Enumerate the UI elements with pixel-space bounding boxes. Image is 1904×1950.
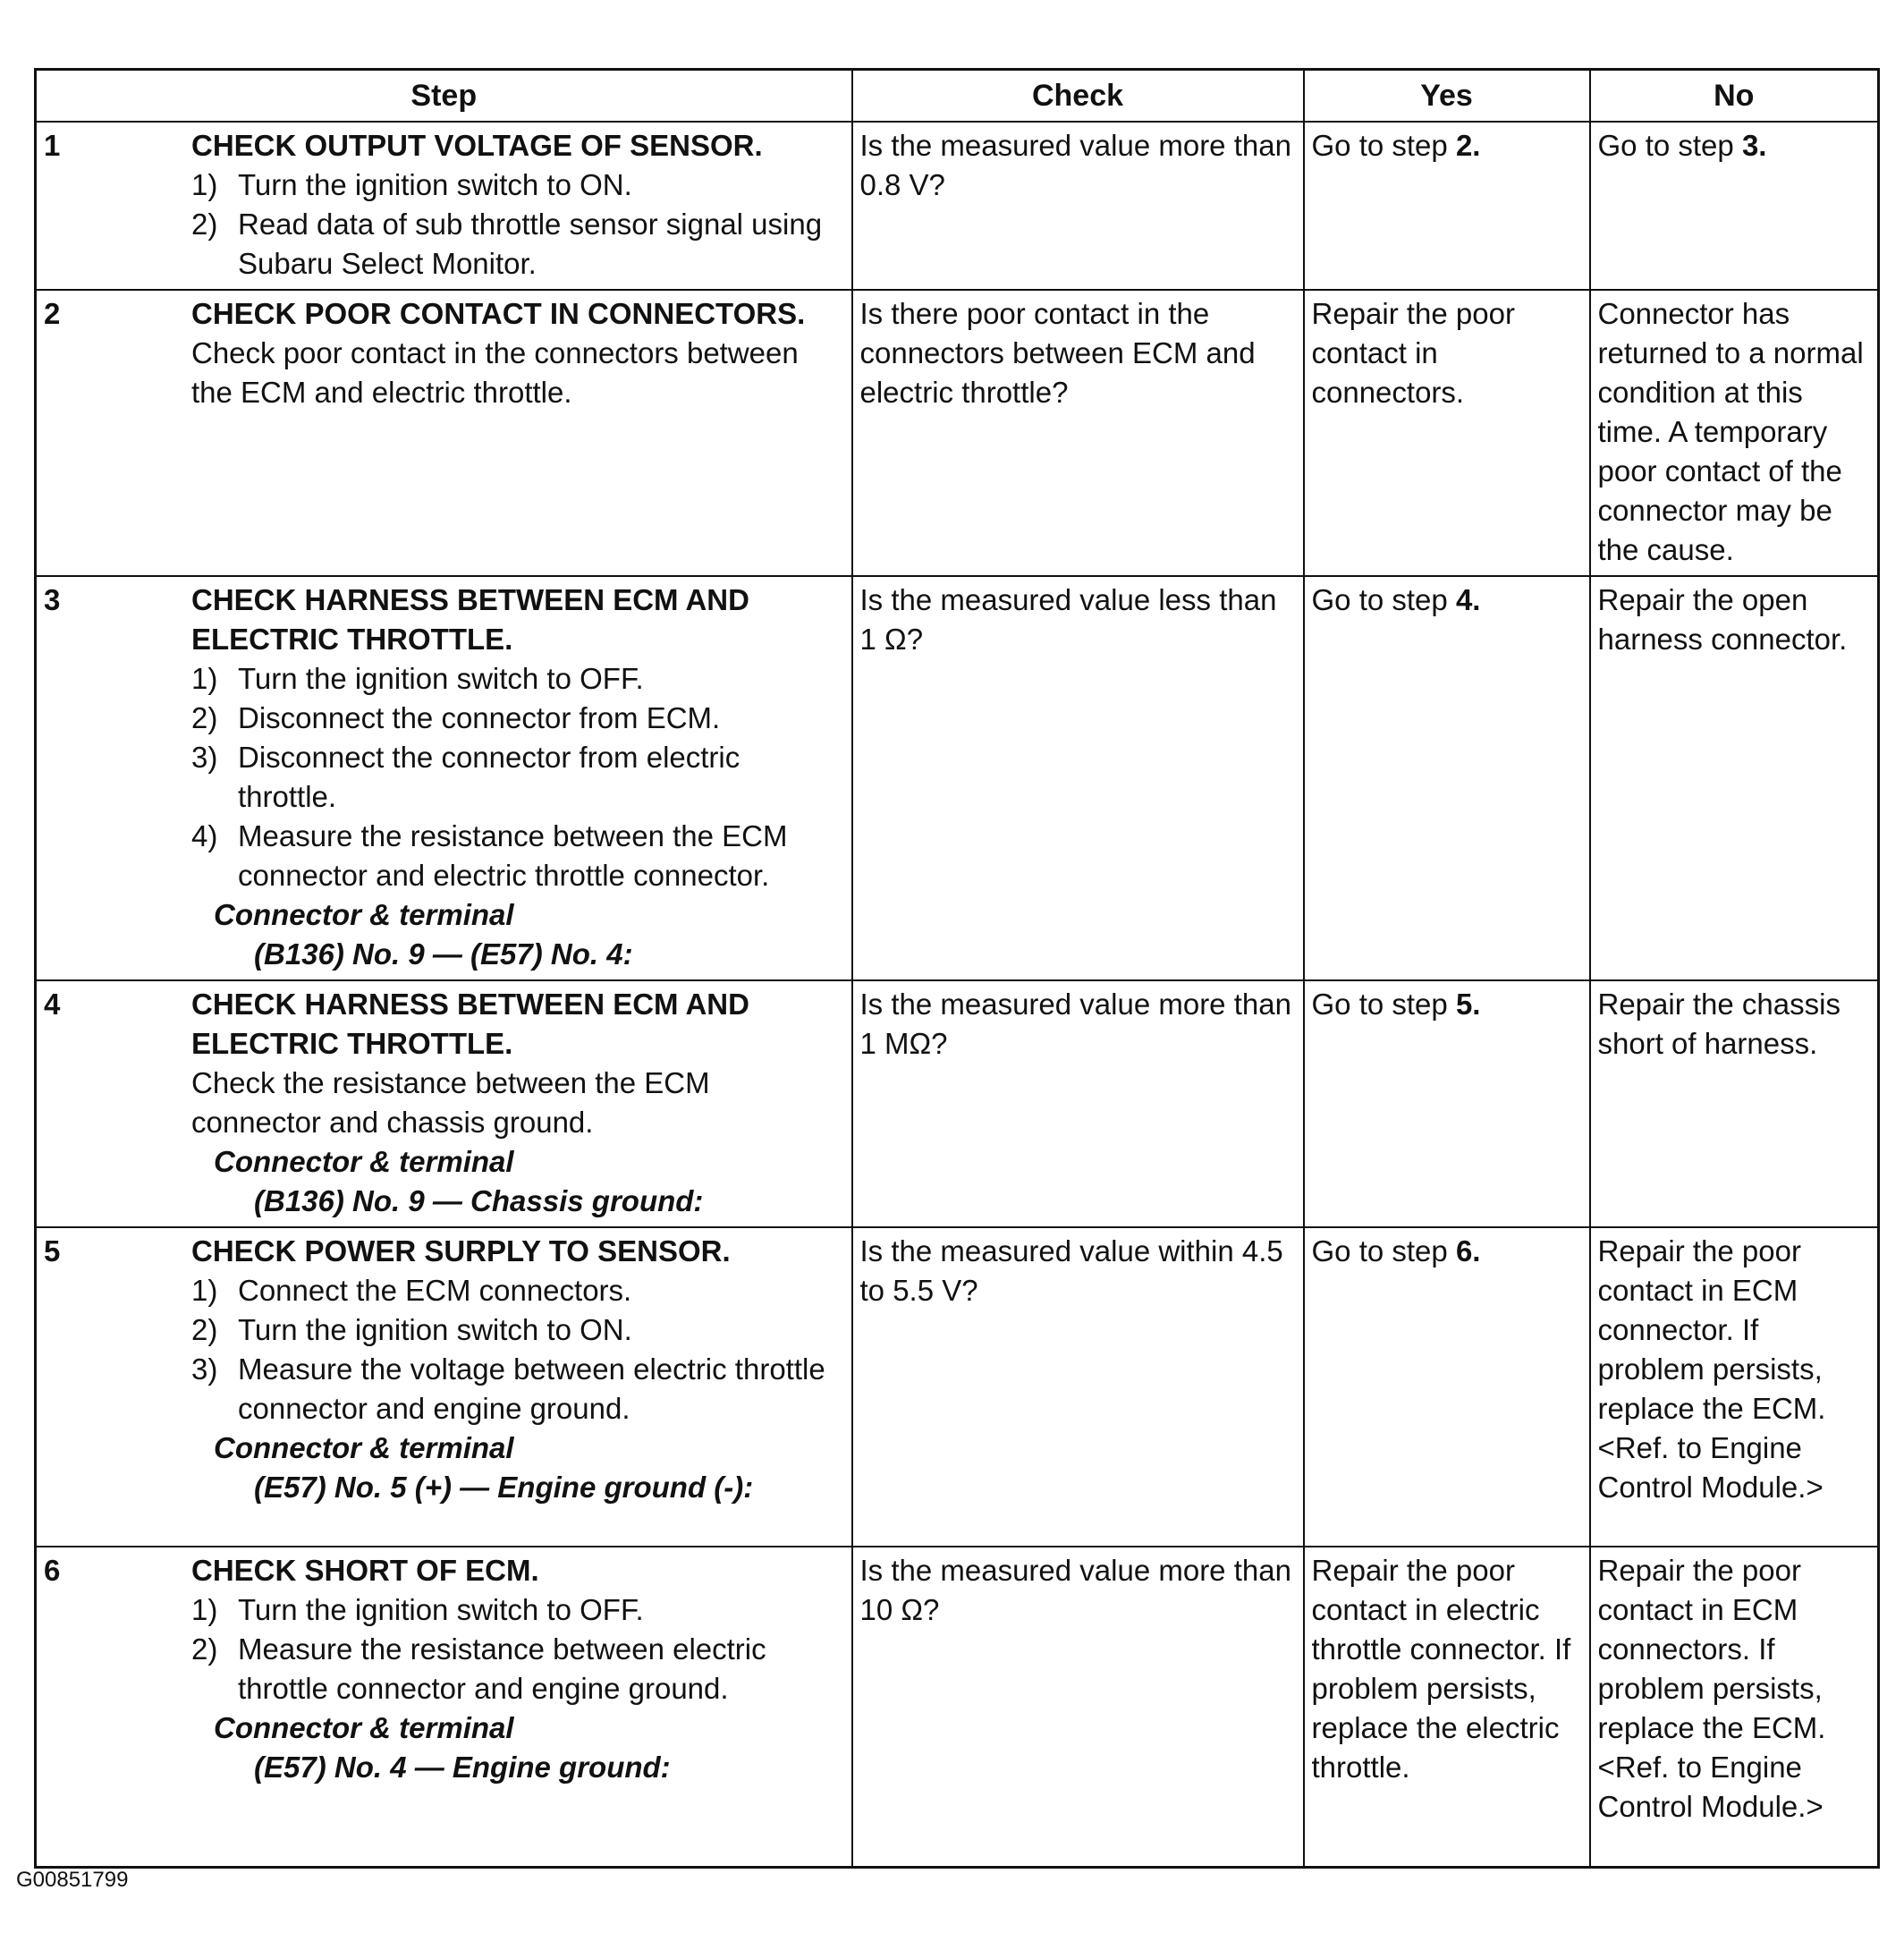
substep	[191, 699, 844, 738]
step-title: CHECK POOR CONTACT IN CONNECTORS.	[191, 297, 806, 330]
yes-text: Go to step	[1311, 583, 1456, 616]
substep	[191, 738, 844, 817]
step-cell	[36, 1547, 852, 1867]
step-number: 3	[44, 583, 61, 616]
yes-cell	[1304, 576, 1590, 980]
no-text: Connector has returned to a normal condition at this time. A temporary poor contact of the connector may be the cause.	[1597, 297, 1864, 566]
substep-number: 3)	[191, 1352, 218, 1386]
no-cell	[1590, 1547, 1879, 1867]
no-text: Repair the poor contact in ECM connector. If problem persists, replace the ECM. <Ref. to Engine Control Module.>	[1597, 1234, 1826, 1504]
yes-cell	[1304, 1227, 1590, 1547]
substep	[191, 817, 844, 895]
yes-text: Go to step	[1311, 988, 1456, 1021]
step-number: 5	[44, 1234, 61, 1268]
header-yes: Yes	[1304, 70, 1590, 123]
substep-number: 1)	[191, 662, 218, 695]
header-step: Step	[36, 70, 852, 123]
no-text: Go to step	[1597, 129, 1742, 162]
table-row	[36, 290, 1879, 576]
substep-text: Turn the ignition switch to ON.	[238, 168, 632, 201]
substep	[191, 205, 844, 284]
substep-text: Connect the ECM connectors.	[238, 1274, 632, 1307]
connector-label: Connector & terminal	[214, 1145, 514, 1178]
substep	[191, 1590, 844, 1630]
header-check: Check	[852, 70, 1304, 123]
step-cell	[36, 290, 852, 576]
substep	[191, 1350, 844, 1429]
step-cell	[36, 122, 852, 290]
substep-text: Disconnect the connector from electric throttle.	[238, 741, 740, 813]
substep-number: 1)	[191, 1274, 218, 1307]
no-cell	[1590, 576, 1879, 980]
substep-number: 2)	[191, 701, 218, 734]
substep	[191, 1271, 844, 1310]
no-cell	[1590, 980, 1879, 1227]
step-cell	[36, 576, 852, 980]
substep-text: Measure the resistance between electric throttle connector and engine ground.	[238, 1632, 766, 1705]
substep-text: Turn the ignition switch to OFF.	[238, 1593, 644, 1626]
step-title: CHECK OUTPUT VOLTAGE OF SENSOR.	[191, 129, 763, 162]
yes-cell	[1304, 1547, 1590, 1867]
check-cell: Is the measured value more than 1 MΩ?	[852, 980, 1304, 1227]
no-step-number: 3.	[1741, 129, 1767, 162]
step-description: Check the resistance between the ECM connector and chassis ground.	[191, 1066, 710, 1139]
no-cell	[1590, 1227, 1879, 1547]
substep-text: Disconnect the connector from ECM.	[238, 701, 721, 734]
substep	[191, 1310, 844, 1350]
substep	[191, 1630, 844, 1708]
no-text: Repair the open harness connector.	[1597, 583, 1848, 656]
connector-label: Connector & terminal	[214, 1431, 514, 1464]
step-number: 1	[44, 129, 61, 162]
substep-number: 2)	[191, 1313, 218, 1346]
check-cell: Is there poor contact in the connectors between ECM and electric throttle?	[852, 290, 1304, 576]
step-number: 2	[44, 297, 61, 330]
connector-terminal: (B136) No. 9 — Chassis ground:	[254, 1184, 704, 1217]
connector-terminal: (B136) No. 9 — (E57) No. 4:	[254, 937, 633, 971]
substep-text: Turn the ignition switch to OFF.	[238, 662, 644, 695]
header-row	[36, 70, 1879, 123]
table-row	[36, 1547, 1879, 1867]
no-text: Repair the poor contact in ECM connectors. If problem persists, replace the ECM. <Ref. to Engine Control Module.>	[1597, 1554, 1826, 1823]
header-no: No	[1590, 70, 1879, 123]
step-description: Check poor contact in the connectors between the ECM and electric throttle.	[191, 336, 799, 409]
diagnostic-table	[34, 68, 1880, 1869]
substep-number: 3)	[191, 741, 218, 774]
substep-text: Measure the voltage between electric throttle connector and engine ground.	[238, 1352, 825, 1425]
figure-id: G00851799	[16, 1868, 129, 1892]
substep-number: 2)	[191, 1632, 218, 1666]
substep-number: 1)	[191, 168, 218, 201]
substep-text: Measure the resistance between the ECM connector and electric throttle connector.	[238, 819, 788, 892]
check-cell: Is the measured value within 4.5 to 5.5 V?	[852, 1227, 1304, 1547]
table-body	[36, 122, 1879, 1867]
yes-cell	[1304, 290, 1590, 576]
step-title: CHECK POWER SURPLY TO SENSOR.	[191, 1234, 731, 1268]
connector-terminal: (E57) No. 4 — Engine ground:	[254, 1751, 671, 1784]
connector-terminal: (E57) No. 5 (+) — Engine ground (-):	[254, 1471, 754, 1504]
table-row	[36, 1227, 1879, 1547]
step-title: CHECK SHORT OF ECM.	[191, 1554, 539, 1587]
connector-label: Connector & terminal	[214, 898, 514, 931]
substep-number: 2)	[191, 208, 218, 241]
no-cell	[1590, 122, 1879, 290]
check-cell: Is the measured value more than 10 Ω?	[852, 1547, 1304, 1867]
step-number: 6	[44, 1554, 61, 1587]
no-cell	[1590, 290, 1879, 576]
substep-text: Turn the ignition switch to ON.	[238, 1313, 632, 1346]
substep-text: Read data of sub throttle sensor signal using Subaru Select Monitor.	[238, 208, 823, 280]
step-cell	[36, 980, 852, 1227]
check-cell: Is the measured value less than 1 Ω?	[852, 576, 1304, 980]
yes-step-number: 2.	[1455, 129, 1481, 162]
substep-number: 4)	[191, 819, 218, 852]
yes-cell	[1304, 980, 1590, 1227]
yes-text: Repair the poor contact in electric throttle connector. If problem persists, replace the electric throttle.	[1311, 1554, 1571, 1784]
no-text: Repair the chassis short of harness.	[1597, 988, 1841, 1060]
yes-step-number: 6.	[1455, 1234, 1481, 1268]
substep	[191, 165, 844, 205]
yes-cell	[1304, 122, 1590, 290]
table-row	[36, 122, 1879, 290]
yes-step-number: 5.	[1455, 988, 1481, 1021]
yes-text: Repair the poor contact in connectors.	[1311, 297, 1515, 409]
substep	[191, 659, 844, 699]
table-row	[36, 980, 1879, 1227]
step-title: CHECK HARNESS BETWEEN ECM AND ELECTRIC THROTTLE.	[191, 988, 749, 1060]
substep-number: 1)	[191, 1593, 218, 1626]
step-cell	[36, 1227, 852, 1547]
step-title: CHECK HARNESS BETWEEN ECM AND ELECTRIC THROTTLE.	[191, 583, 749, 656]
yes-step-number: 4.	[1455, 583, 1481, 616]
yes-text: Go to step	[1311, 129, 1456, 162]
check-cell: Is the measured value more than 0.8 V?	[852, 122, 1304, 290]
table-row	[36, 576, 1879, 980]
connector-label: Connector & terminal	[214, 1711, 514, 1744]
yes-text: Go to step	[1311, 1234, 1456, 1268]
step-number: 4	[44, 988, 61, 1021]
